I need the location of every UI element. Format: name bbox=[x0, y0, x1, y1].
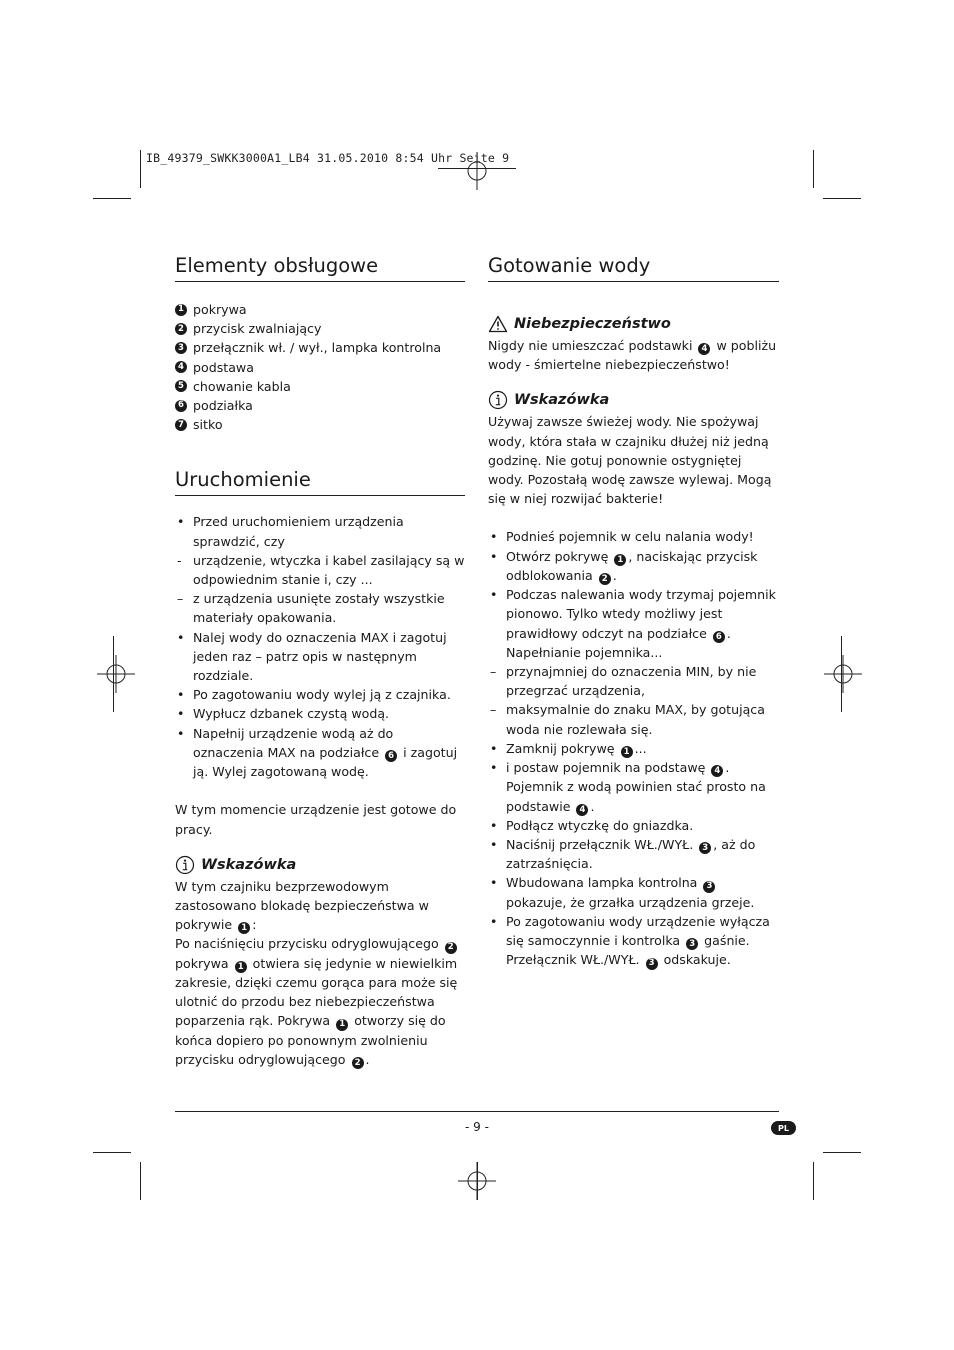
list-item: – przynajmniej do oznaczenia MIN, by nie przegrzać urządzenia, bbox=[488, 662, 779, 700]
footer-divider bbox=[175, 1111, 779, 1112]
crop-mark bbox=[813, 1162, 814, 1200]
hint-heading: Wskazówka bbox=[488, 390, 779, 410]
number-badge: 2 bbox=[352, 1057, 364, 1069]
crop-mark bbox=[140, 1162, 141, 1200]
list-item: 6 podziałka bbox=[175, 396, 465, 415]
number-badge: 4 bbox=[711, 765, 723, 777]
list-item: • Naciśnij przełącznik WŁ./WYŁ. 3 , aż do zatrzaśnięcia. bbox=[488, 835, 779, 873]
list-item: • Podnieś pojemnik w celu nalania wody! bbox=[488, 527, 779, 546]
list-item: • Przed uruchomieniem urządzenia sprawdzić, czy bbox=[175, 512, 465, 550]
registration-mark-icon bbox=[97, 655, 135, 693]
list-item: • Wypłucz dzbanek czystą wodą. bbox=[175, 704, 465, 723]
number-badge: 3 bbox=[699, 842, 711, 854]
boiling-steps-list bbox=[488, 527, 779, 969]
number-badge: 6 bbox=[713, 631, 725, 643]
danger-text: Nigdy nie umieszczać podstawki 4 w pobliżu wody - śmiertelne niebezpieczeństwo! bbox=[488, 338, 777, 373]
crop-mark bbox=[813, 150, 814, 188]
list-item: 3 przełącznik wł. / wył., lampka kontrolna bbox=[175, 338, 465, 357]
list-item: 1 pokrywa bbox=[175, 300, 465, 319]
note-heading: Wskazówka bbox=[175, 855, 465, 875]
left-column bbox=[175, 254, 465, 1069]
list-item: Napełnianie pojemnika... bbox=[506, 644, 663, 660]
info-icon bbox=[488, 390, 508, 410]
number-badge: 2 bbox=[599, 573, 611, 585]
number-badge: 1 bbox=[235, 961, 247, 973]
list-item: – maksymalnie do znaku MAX, by gotująca woda nie rozlewała się. bbox=[488, 700, 779, 738]
list-item: • i postaw pojemnik na podstawę 4 . Pojemnik z wodą powinien stać prosto na podstawie 4 . bbox=[488, 758, 779, 816]
number-badge: 2 bbox=[445, 942, 457, 954]
crop-mark bbox=[823, 1152, 861, 1153]
number-badge: 1 bbox=[621, 746, 633, 758]
number-badge: 3 bbox=[703, 881, 715, 893]
crop-mark bbox=[140, 150, 141, 188]
info-icon bbox=[175, 855, 195, 875]
number-badge: 3 bbox=[686, 938, 698, 950]
list-item: • Podłącz wtyczkę do gniazdka. bbox=[488, 816, 779, 835]
list-item: - urządzenie, wtyczka i kabel zasilający są w odpowiednim stanie i, czy ... bbox=[175, 551, 465, 589]
number-badge: 1 bbox=[238, 922, 250, 934]
number-badge: 1 bbox=[336, 1019, 348, 1031]
section-title-controls: Elementy obsługowe bbox=[175, 254, 465, 282]
number-badge: 6 bbox=[175, 400, 187, 412]
note-text: W tym czajniku bezprzewodowym zastosowano blokadę bezpieczeństwa w pokrywie 1 : Po naciśnięciu przycisku odryglowującego 2 pokrywa 1 otwiera się jedynie w niewielkim zakresie, dzięki czemu gorąca para może się ulotnić do przodu bez niebezpieczeństwa poparzenia rąk. Pokrywa 1 otworzy się do końca dopiero po ponownym zwolnieniu przycisku odryglowującego 2 . bbox=[175, 878, 458, 1068]
list-item: 7 sitko bbox=[175, 415, 465, 434]
list-item: • Nalej wody do oznaczenia MAX i zagotuj jeden raz – patrz opis w następnym rozdziale. bbox=[175, 628, 465, 686]
list-item: • Po zagotowaniu wody wylej ją z czajnika. bbox=[175, 685, 465, 704]
registration-mark-icon bbox=[458, 152, 496, 190]
number-badge: 4 bbox=[175, 361, 187, 373]
list-item: 5 chowanie kabla bbox=[175, 377, 465, 396]
number-badge: 2 bbox=[175, 323, 187, 335]
list-item: – z urządzenia usunięte zostały wszystkie materiały opakowania. bbox=[175, 589, 465, 627]
print-slug: IB_49379_SWKK3000A1_LB4 31.05.2010 8:54 Uhr Seite 9 bbox=[146, 151, 510, 165]
list-item: • Napełnij urządzenie wodą aż do oznaczenia MAX na podziałce 6 i zagotuj ją. Wylej zagotowaną wodę. bbox=[175, 724, 465, 782]
components-list bbox=[175, 300, 465, 434]
list-item: • Zamknij pokrywę 1 ... bbox=[488, 739, 779, 758]
warning-icon bbox=[488, 315, 508, 333]
list-item: 4 podstawa bbox=[175, 358, 465, 377]
crop-mark bbox=[823, 198, 861, 199]
list-item: • Po zagotowaniu wody urządzenie wyłącza się samoczynnie i kontrolka 3 gaśnie. Przełącznik WŁ./WYŁ. 3 odskakuje. bbox=[488, 912, 779, 970]
number-badge: 3 bbox=[175, 342, 187, 354]
crop-mark bbox=[113, 636, 114, 712]
number-badge: 6 bbox=[385, 750, 397, 762]
number-badge: 4 bbox=[698, 343, 710, 355]
number-badge: 5 bbox=[175, 380, 187, 392]
registration-mark-icon bbox=[824, 655, 862, 693]
danger-heading: Niebezpieczeństwo bbox=[488, 314, 779, 334]
list-item: • Wbudowana lampka kontrolna 3 pokazuje, że grzałka urządzenia grzeje. bbox=[488, 873, 779, 911]
list-item: • Otwórz pokrywę 1 , naciskając przycisk odblokowania 2 . bbox=[488, 547, 779, 586]
crop-mark bbox=[477, 1162, 478, 1200]
number-badge: 1 bbox=[614, 554, 626, 566]
section-title-startup: Uruchomienie bbox=[175, 468, 465, 496]
startup-list bbox=[175, 512, 465, 781]
number-badge: 1 bbox=[175, 304, 187, 316]
crop-mark bbox=[93, 198, 131, 199]
ready-text: W tym momencie urządzenie jest gotowe do pracy. bbox=[175, 802, 457, 837]
list-item: • Podczas nalewania wody trzymaj pojemnik pionowo. Tylko wtedy możliwy jest prawidłowy odczyt na podziałce 6 . bbox=[488, 585, 779, 643]
hint-text: Używaj zawsze świeżej wody. Nie spożywaj wody, która stała w czajniku dłużej niż jedną godzinę. Nie gotuj ponownie ostygniętej wody. Pozostałą wodę zawsze wylewaj. Mogą się w niej rozwijać bakterie! bbox=[488, 414, 772, 507]
crop-mark bbox=[93, 1152, 131, 1153]
section-title-boiling: Gotowanie wody bbox=[488, 254, 779, 282]
number-badge: 4 bbox=[576, 804, 588, 816]
crop-mark bbox=[841, 636, 842, 712]
list-item: 2 przycisk zwalniający bbox=[175, 319, 465, 338]
language-badge: PL bbox=[771, 1121, 796, 1135]
right-column bbox=[488, 254, 779, 970]
number-badge: 7 bbox=[175, 419, 187, 431]
number-badge: 3 bbox=[646, 958, 658, 970]
page-number: - 9 - bbox=[465, 1120, 489, 1134]
